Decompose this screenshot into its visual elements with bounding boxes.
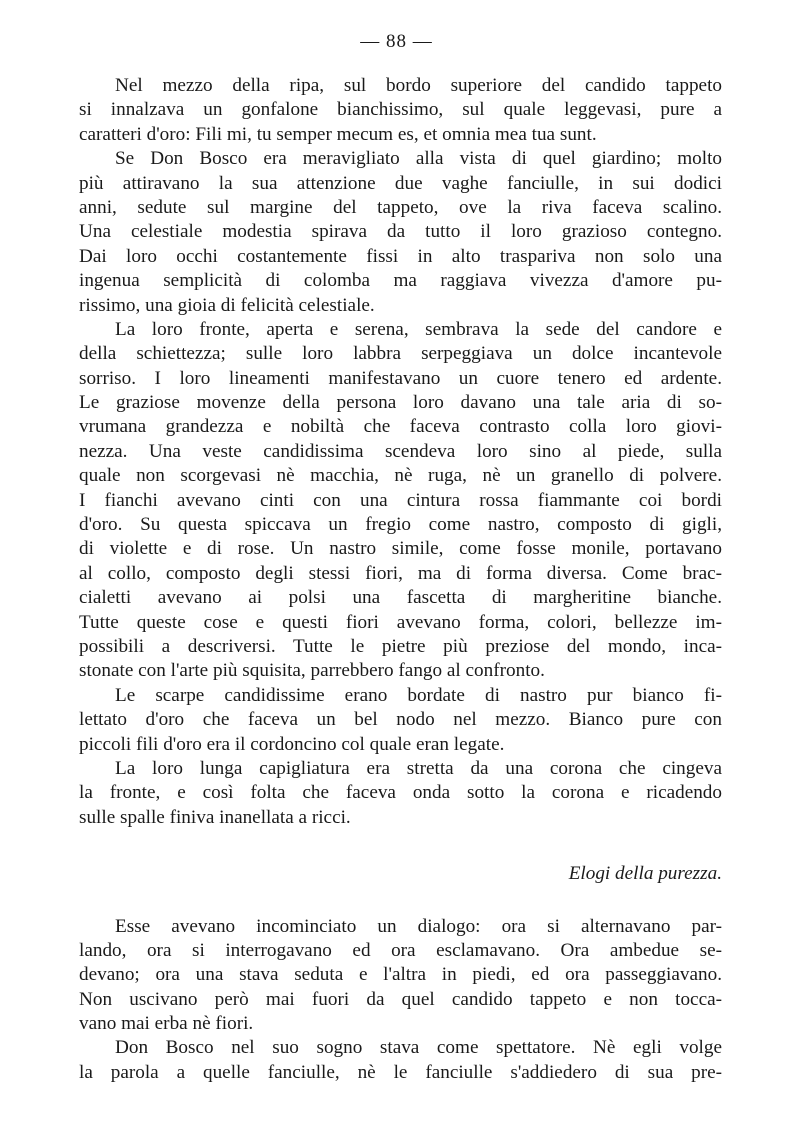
text-line: lettato d'oro che faceva un bel nodo nel mezzo. Bianco pure con	[79, 709, 722, 731]
text-line: Le graziose movenze della persona loro davano una tale aria di so-	[79, 392, 722, 414]
text-line: Una celestiale modestia spirava da tutto il loro grazioso contegno.	[79, 221, 722, 243]
text-line: di violette e di rose. Un nastro simile, come fosse monile, portavano	[79, 538, 722, 560]
text-line: Nel mezzo della ripa, sul bordo superiore del candido tappeto	[115, 75, 722, 96]
text-line: Non uscivano però mai fuori da quel candido tappeto e non tocca-	[79, 988, 722, 1010]
text-line: Tutte queste cose e questi fiori avevano forma, colori, bellezze im-	[79, 611, 722, 633]
text-line: devano; ora una stava seduta e l'altra in piedi, ed ora passeggiavano.	[79, 964, 722, 986]
text-line: nezza. Una veste candidissima scendeva loro sino al piede, sulla	[79, 440, 722, 462]
page-number: — 88 —	[360, 31, 433, 52]
text-line: Esse avevano incominciato un dialogo: ora si alternavano par-	[115, 915, 722, 937]
text-line: d'oro. Su questa spiccava un fregio come nastro, composto di gigli,	[79, 514, 722, 536]
text-line: Dai loro occhi costantemente fissi in alto traspariva non solo una	[79, 245, 722, 267]
section-heading: Elogi della purezza.	[568, 863, 722, 885]
text-line: rissimo, una gioia di felicità celestiale.	[79, 294, 375, 316]
text-line: sorriso. I loro lineamenti manifestavano un cuore tenero ed ardente.	[79, 367, 722, 389]
text-line: Don Bosco nel suo sogno stava come spettatore. Nè egli volge	[115, 1037, 722, 1059]
text-line: vrumana grandezza e nobiltà che faceva contrasto colla loro giovi-	[79, 416, 722, 438]
text-line: cialetti avevano ai polsi una fascetta di margheritine bianche.	[79, 587, 722, 609]
text-line: al collo, composto degli stessi fiori, ma di forma diversa. Come brac-	[79, 562, 722, 584]
text-line: lando, ora si interrogavano ed ora esclamavano. Ora ambedue se-	[79, 939, 722, 961]
text-line: stonate con l'arte più squisita, parrebbero fango al confronto.	[79, 660, 545, 682]
text-line: La loro fronte, aperta e serena, sembrava la sede del candore e	[115, 318, 722, 340]
text-line: La loro lunga capigliatura era stretta da una corona che cingeva	[115, 757, 722, 779]
text-line: caratteri d'oro: Fili mi, tu semper mecum es, et omnia mea tua sunt.	[79, 123, 597, 145]
text-line: Le scarpe candidissime erano bordate di nastro pur bianco fi-	[115, 684, 722, 706]
text-line: sulle spalle finiva inanellata a ricci.	[79, 806, 351, 828]
text-line: più attiravano la sua attenzione due vaghe fanciulle, in sui dodici	[79, 172, 722, 194]
text-line: possibili a descriversi. Tutte le pietre più preziose del mondo, inca-	[79, 635, 722, 657]
text-line: I fianchi avevano cinti con una cintura rossa fiammante coi bordi	[79, 489, 722, 511]
text-line: quale non scorgevasi nè macchia, nè ruga, nè un granello di polvere.	[79, 465, 722, 487]
body-text	[79, 74, 722, 1085]
text-line: Se Don Bosco era meravigliato alla vista di quel giardino; molto	[115, 148, 722, 170]
text-line: ingenua semplicità di colomba ma raggiava vivezza d'amore pu-	[79, 270, 722, 292]
text-line: la fronte, e così folta che faceva onda sotto la corona e ricadendo	[79, 782, 722, 804]
text-line: della schiettezza; sulle loro labbra serpeggiava un dolce incantevole	[79, 343, 722, 365]
text-line: piccoli fili d'oro era il cordoncino col quale eran legate.	[79, 733, 505, 755]
text-line: anni, sedute sul margine del tappeto, ove la riva faceva scalino.	[79, 196, 722, 218]
text-line: la parola a quelle fanciulle, nè le fanciulle s'addiedero di sua pre-	[79, 1061, 722, 1083]
text-line: si innalzava un gonfalone bianchissimo, sul quale leggevasi, pure a	[79, 99, 722, 121]
text-line: vano mai erba nè fiori.	[79, 1013, 254, 1035]
